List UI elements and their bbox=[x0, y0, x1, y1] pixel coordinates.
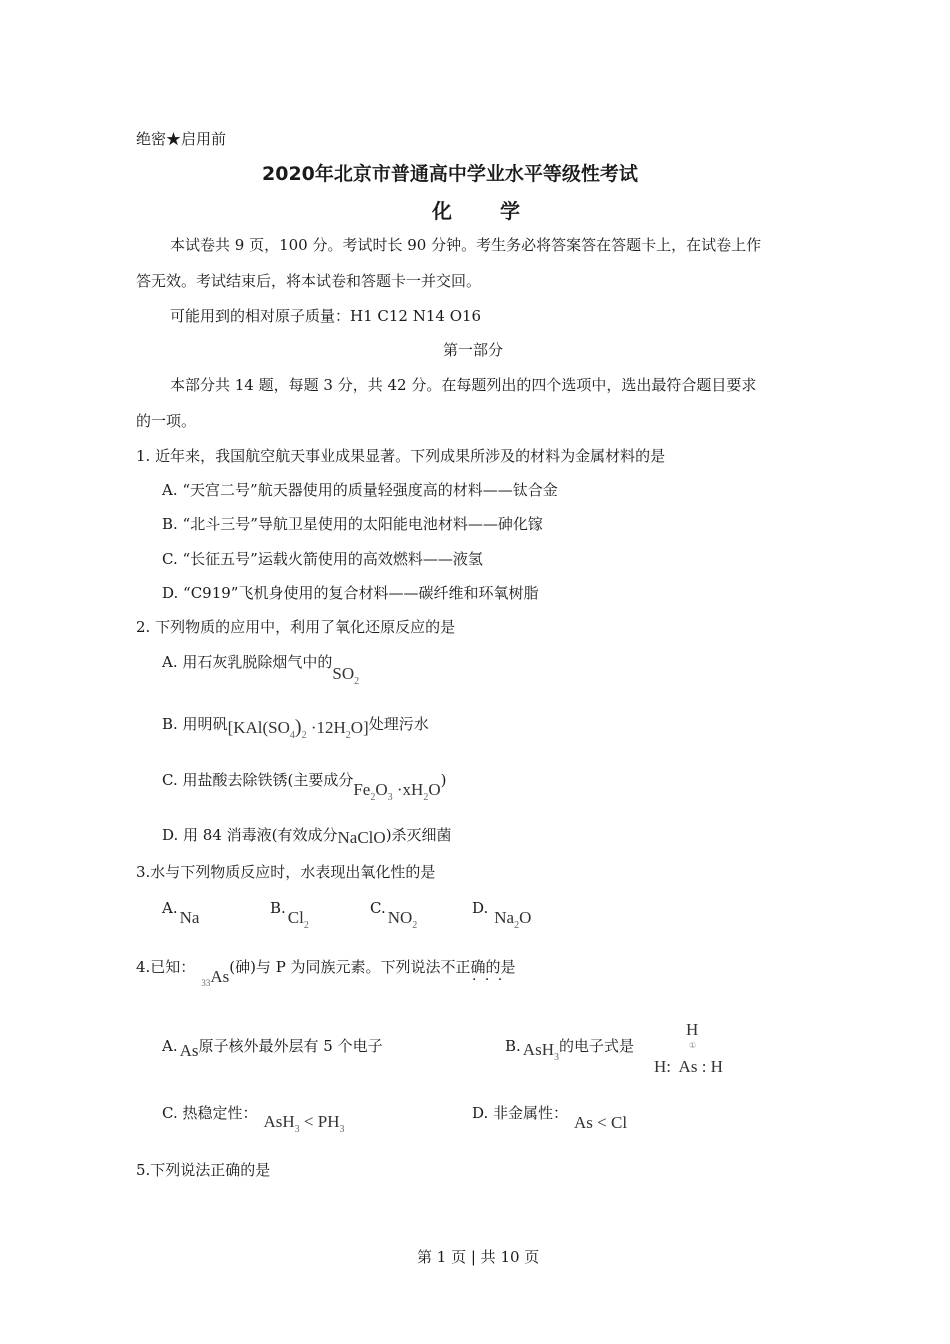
part-instruction-2: 的一项。 bbox=[136, 412, 197, 430]
exam-title: 2020年北京市普通高中学业水平等级性考试 bbox=[262, 163, 638, 185]
q2-b-formula: $[KAl(SO_4)_2 \cdot 12H_2O]$ bbox=[227, 716, 369, 741]
q4-stem: 4.已知：$_{33}$As(砷)与 P 为同族元素。下列说法不正确的是 bbox=[136, 958, 516, 988]
q4-option-d: D. 非金属性： As < Cl bbox=[472, 1104, 628, 1132]
lewis-top-h: H bbox=[686, 1020, 699, 1039]
q1-option-b: B. “北斗三号”导航卫星使用的太阳能电池材料——砷化镓 bbox=[162, 515, 543, 533]
q3-stem: 3.水与下列物质反应时，水表现出氧化性的是 bbox=[136, 863, 436, 881]
q4-option-c: C. 热稳定性： $AsH_3 < PH_3$ bbox=[162, 1104, 345, 1135]
atomic-mass-line: 可能用到的相对原子质量：H1 C12 N14 O16 bbox=[170, 307, 482, 325]
q1-stem: 1. 近年来，我国航空航天事业成果显著。下列成果所涉及的材料为金属材料的是 bbox=[136, 447, 666, 465]
q2-a-text: A. 用石灰乳脱除烟气中的 bbox=[162, 653, 333, 671]
q2-d-tail: )杀灭细菌 bbox=[385, 826, 452, 844]
arsenic-nuclide: $_{33}$As bbox=[201, 967, 230, 988]
q2-a-formula: $SO_2$ bbox=[332, 664, 360, 687]
q3-option-d: D. $Na_2O$ bbox=[472, 899, 532, 931]
q2-b-text: B. 用明矾 bbox=[162, 715, 228, 733]
q2-d-text: D. 用 84 消毒液(有效成分 bbox=[162, 826, 338, 844]
q2-stem: 2. 下列物质的应用中，利用了氧化还原反应的是 bbox=[136, 618, 456, 636]
q2-c-tail: ) bbox=[440, 771, 447, 789]
intro-line-1: 本试卷共 9 页，100 分。考试时长 90 分钟。考生务必将答案答在答题卡上，在试卷上作 bbox=[170, 236, 762, 254]
q2-d-formula: NaClO bbox=[337, 828, 386, 847]
emphasis-dots: · · · bbox=[472, 972, 505, 988]
q2-b-tail: 处理污水 bbox=[368, 715, 429, 733]
q2-c-text: C. 用盐酸去除铁锈(主要成分 bbox=[162, 771, 354, 789]
q1-option-c: C. “长征五号”运载火箭使用的高效燃料——液氢 bbox=[162, 550, 483, 568]
subject-char-2: 学 bbox=[500, 199, 521, 223]
q2-option-c bbox=[162, 769, 447, 803]
q2-option-a bbox=[162, 651, 360, 687]
q1-option-d: D. “C919”飞机身使用的复合材料——碳纤维和环氧树脂 bbox=[162, 584, 539, 602]
q3-option-a: A. Na bbox=[162, 899, 200, 927]
lewis-structure-row: H: As : H bbox=[654, 1057, 723, 1076]
lewis-bond-mark: ① bbox=[689, 1041, 697, 1050]
q3-option-b: B. $Cl_2$ bbox=[270, 899, 309, 931]
intro-line-2: 答无效。考试结束后，将本试卷和答题卡一并交回。 bbox=[136, 272, 482, 290]
q2-c-formula: $Fe_2O_3 \cdot xH_2O$ bbox=[353, 780, 441, 803]
q2-option-b bbox=[162, 712, 429, 741]
q3-option-c: C. $NO_2$ bbox=[370, 899, 418, 931]
q2-option-d bbox=[162, 824, 452, 845]
q5-stem: 5.下列说法正确的是 bbox=[136, 1161, 271, 1179]
confidential-label: 绝密★启用前 bbox=[136, 130, 227, 148]
q1-option-a: A. “天宫二号”航天器使用的质量轻强度高的材料——钛合金 bbox=[162, 481, 558, 499]
q4-option-b: B. AsH$_3$的电子式是 bbox=[505, 1037, 634, 1063]
q4-option-a: A. As原子核外最外层有 5 个电子 bbox=[162, 1037, 383, 1060]
part-instruction-1: 本部分共 14 题，每题 3 分，共 42 分。在每题列出的四个选项中，选出最符合题目要求 bbox=[170, 376, 757, 394]
page-footer: 第 1 页 | 共 10 页 bbox=[417, 1248, 540, 1266]
part-title: 第一部分 bbox=[443, 341, 504, 359]
subject-char-1: 化 bbox=[432, 199, 453, 223]
